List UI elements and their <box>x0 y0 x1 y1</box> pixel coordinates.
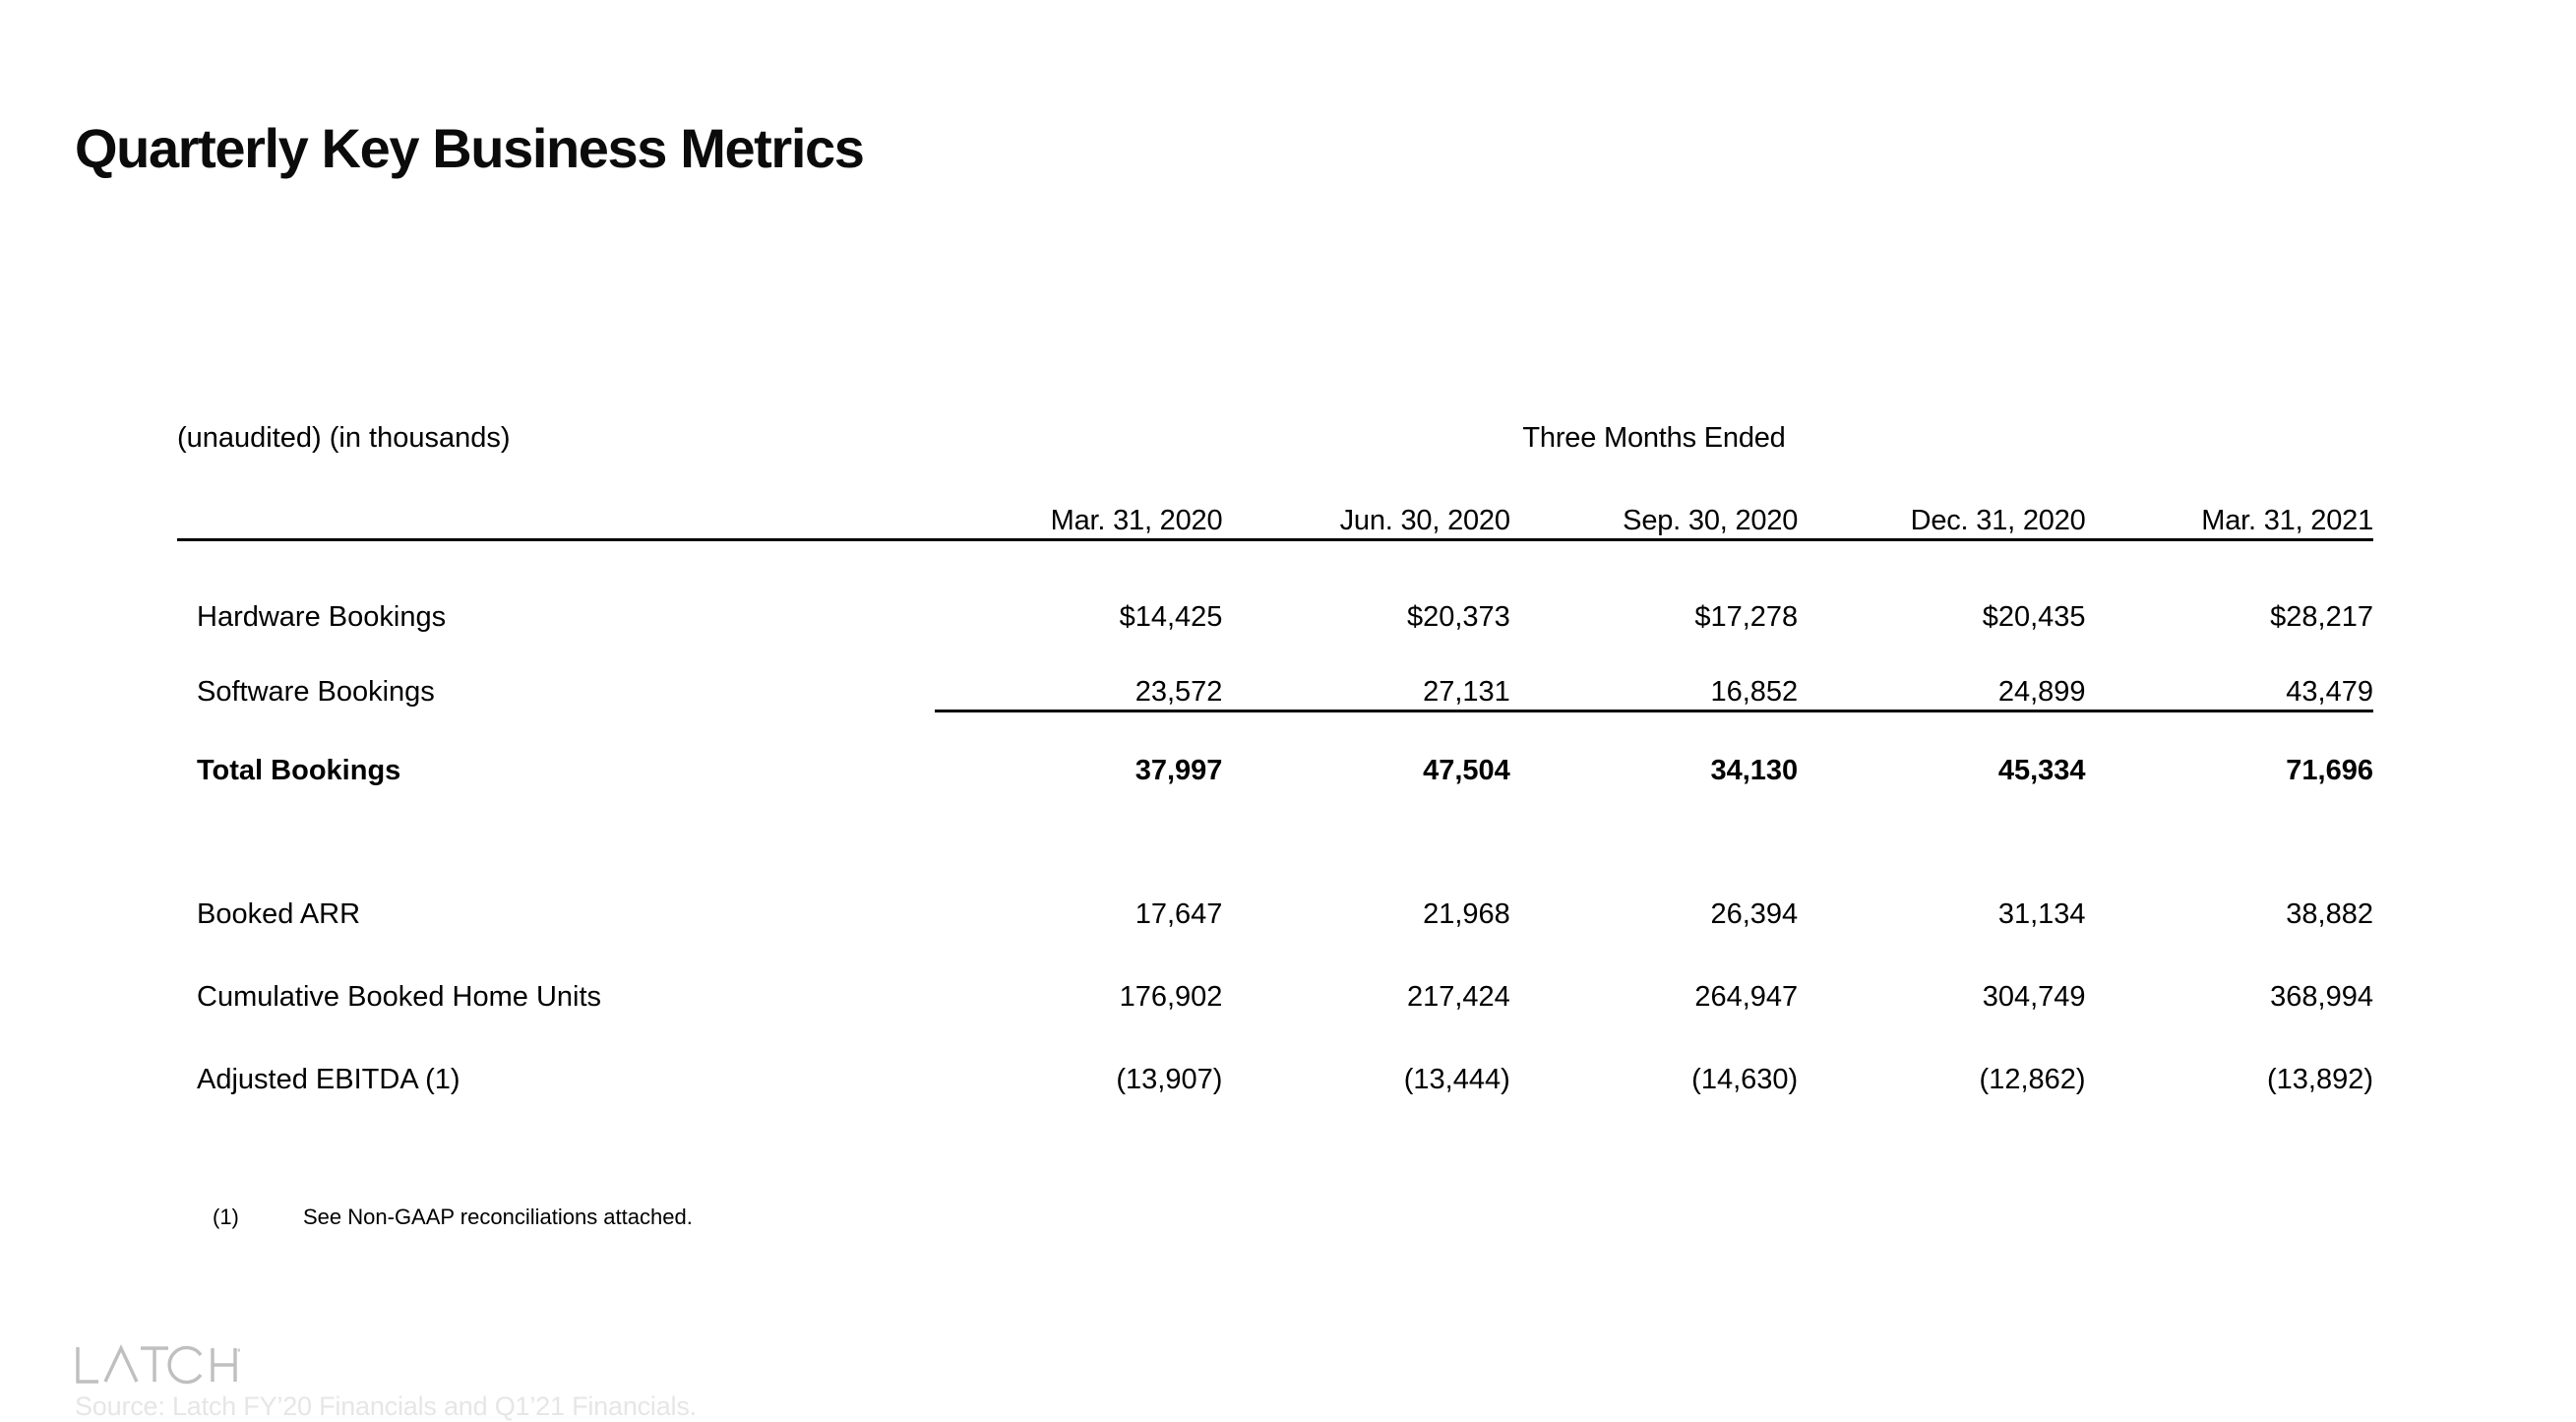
row-label-cumulative-booked-home-units: Cumulative Booked Home Units <box>197 981 602 1013</box>
cell-total-bookings-q4-2020: 45,334 <box>1997 755 2086 786</box>
cell-software-bookings-q1-2021: 43,479 <box>2286 676 2373 708</box>
cell-booked-arr-q1-2021: 38,882 <box>2286 898 2373 930</box>
cell-booked-arr-q1-2020: 17,647 <box>1135 898 1223 930</box>
table-row <box>177 559 2373 634</box>
table-row <box>177 1014 2373 1096</box>
spacer-cell <box>177 787 2373 848</box>
cell-software-bookings-q4-2020: 24,899 <box>1997 676 2086 708</box>
column-header-q3-2020: Sep. 30, 2020 <box>1623 505 1799 536</box>
table-row <box>177 848 2373 931</box>
row-label-booked-arr: Booked ARR <box>197 898 361 930</box>
source-note: Source: Latch FY’20 Financials and Q1’21 Financials. <box>75 1391 697 1421</box>
cell-software-bookings-q2-2020: 27,131 <box>1423 676 1510 708</box>
row-label-total-bookings: Total Bookings <box>197 755 401 786</box>
spacer-after-header-rule <box>177 541 2373 559</box>
table-row <box>177 634 2373 709</box>
row-label-software-bookings: Software Bookings <box>197 676 435 708</box>
cell-cumulative-booked-home-units-q1-2020: 176,902 <box>1119 981 1223 1013</box>
table-caption-left: (unaudited) (in thousands) <box>177 422 511 454</box>
footnote-marker: (1) <box>213 1205 239 1229</box>
column-header-q4-2020: Dec. 31, 2020 <box>1910 505 2086 536</box>
cell-cumulative-booked-home-units-q1-2021: 368,994 <box>2270 981 2373 1013</box>
latch-logo <box>75 1344 240 1386</box>
cell-cumulative-booked-home-units-q4-2020: 304,749 <box>1982 981 2086 1013</box>
cell-adjusted-ebitda-q3-2020: (14,630) <box>1691 1064 1799 1095</box>
table-header-row <box>177 455 2373 537</box>
cell-hardware-bookings-q3-2020: $17,278 <box>1694 601 1799 633</box>
footnote-text: See Non-GAAP reconciliations attached. <box>303 1205 693 1229</box>
cell-adjusted-ebitda-q1-2021: (13,892) <box>2266 1064 2373 1095</box>
cell-software-bookings-q1-2020: 23,572 <box>1135 676 1223 708</box>
spacer-cell <box>177 541 2373 559</box>
cell-hardware-bookings-q1-2021: $28,217 <box>2270 601 2373 633</box>
cell-booked-arr-q3-2020: 26,394 <box>1710 898 1799 930</box>
cell-adjusted-ebitda-q4-2020: (12,862) <box>1979 1064 2086 1095</box>
metrics-table-container <box>177 394 2373 1096</box>
cell-total-bookings-q2-2020: 47,504 <box>1423 755 1510 786</box>
metrics-table <box>177 394 2373 1096</box>
cell-booked-arr-q2-2020: 21,968 <box>1423 898 1510 930</box>
cell-total-bookings-q3-2020: 34,130 <box>1710 755 1799 786</box>
cell-adjusted-ebitda-q1-2020: (13,907) <box>1116 1064 1223 1095</box>
trademark-mark <box>237 1348 240 1351</box>
footnote <box>213 1205 693 1230</box>
cell-software-bookings-q3-2020: 16,852 <box>1710 676 1799 708</box>
column-header-q2-2020: Jun. 30, 2020 <box>1339 505 1510 536</box>
table-group-header: Three Months Ended <box>1522 422 1786 454</box>
section-spacer-row <box>177 787 2373 848</box>
cell-cumulative-booked-home-units-q3-2020: 264,947 <box>1694 981 1799 1013</box>
column-header-label <box>177 455 935 537</box>
cell-cumulative-booked-home-units-q2-2020: 217,424 <box>1406 981 1510 1013</box>
cell-booked-arr-q4-2020: 31,134 <box>1997 898 2086 930</box>
cell-adjusted-ebitda-q2-2020: (13,444) <box>1403 1064 1510 1095</box>
table-caption-row <box>177 394 2373 455</box>
table-row <box>177 931 2373 1014</box>
row-label-hardware-bookings: Hardware Bookings <box>197 601 447 633</box>
row-label-adjusted-ebitda: Adjusted EBITDA (1) <box>197 1064 460 1095</box>
column-header-q1-2020: Mar. 31, 2020 <box>1050 505 1223 536</box>
cell-total-bookings-q1-2020: 37,997 <box>1135 755 1223 786</box>
cell-hardware-bookings-q1-2020: $14,425 <box>1119 601 1223 633</box>
cell-total-bookings-q1-2021: 71,696 <box>2286 755 2373 786</box>
cell-hardware-bookings-q2-2020: $20,373 <box>1406 601 1510 633</box>
page-title: Quarterly Key Business Metrics <box>75 117 864 179</box>
cell-hardware-bookings-q4-2020: $20,435 <box>1982 601 2086 633</box>
column-header-q1-2021: Mar. 31, 2021 <box>2201 505 2373 536</box>
table-row <box>177 712 2373 787</box>
